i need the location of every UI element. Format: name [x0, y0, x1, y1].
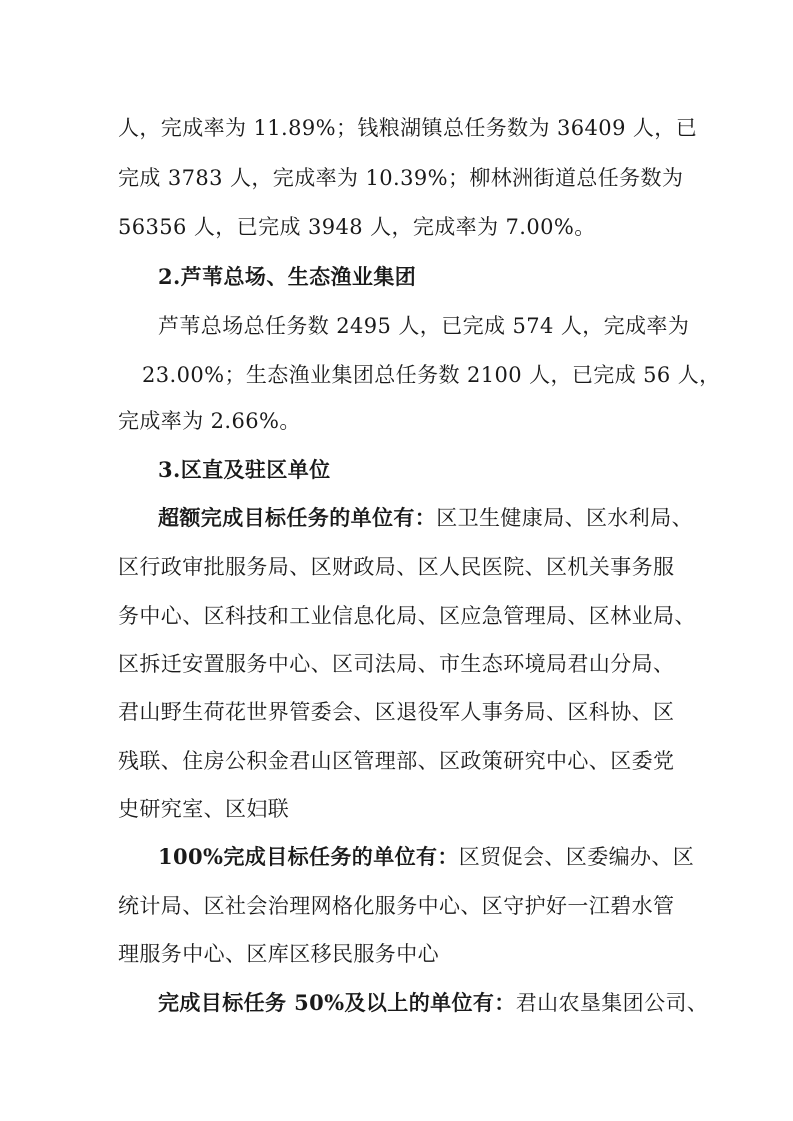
paragraph-line: 史研究室、区妇联 — [118, 797, 290, 821]
section-heading-3: 3.区直及驻区单位 — [158, 457, 331, 482]
paragraph-line: 统计局、区社会治理网格化服务中心、区守护好一江碧水管 — [118, 894, 675, 918]
paragraph-line: 完成 3783 人，完成率为 10.39%；柳林洲街道总任务数为 — [118, 166, 684, 190]
half-label: 完成目标任务 50%及以上的单位有： — [158, 990, 516, 1015]
paragraph-line: 区拆迁安置服务中心、区司法局、市生态环境局君山分局、 — [118, 652, 675, 676]
full-label: 100%完成目标任务的单位有： — [158, 844, 459, 869]
paragraph-line: 23.00%；生态渔业集团总任务数 2100 人，已完成 56 人， — [142, 363, 721, 387]
paragraph-line — [158, 989, 709, 1017]
exceed-label: 超额完成目标任务的单位有： — [158, 505, 437, 530]
full-text: 区贸促会、区委编办、区 — [458, 845, 695, 869]
paragraph-line — [158, 504, 694, 532]
paragraph-line — [158, 843, 695, 871]
paragraph-line: 56356 人，已完成 3948 人，完成率为 7.00%。 — [118, 215, 596, 239]
paragraph-line: 区行政审批服务局、区财政局、区人民医院、区机关事务服 — [118, 555, 675, 579]
paragraph-line: 务中心、区科技和工业信息化局、区应急管理局、区林业局、 — [118, 604, 696, 628]
paragraph-line: 完成率为 2.66%。 — [118, 409, 301, 433]
paragraph-line: 君山野生荷花世界管委会、区退役军人事务局、区科协、区 — [118, 700, 675, 724]
section-heading-2: 2.芦苇总场、生态渔业集团 — [158, 264, 417, 289]
paragraph-line: 人，完成率为 11.89%；钱粮湖镇总任务数为 36409 人，已 — [118, 116, 698, 140]
paragraph-line: 残联、住房公积金君山区管理部、区政策研究中心、区委党 — [118, 749, 675, 773]
half-text: 君山农垦集团公司、 — [515, 991, 709, 1015]
exceed-text: 区卫生健康局、区水利局、 — [436, 506, 694, 530]
paragraph-line: 芦苇总场总任务数 2495 人，已完成 574 人，完成率为 — [158, 314, 690, 338]
paragraph-line: 理服务中心、区库区移民服务中心 — [118, 942, 439, 966]
